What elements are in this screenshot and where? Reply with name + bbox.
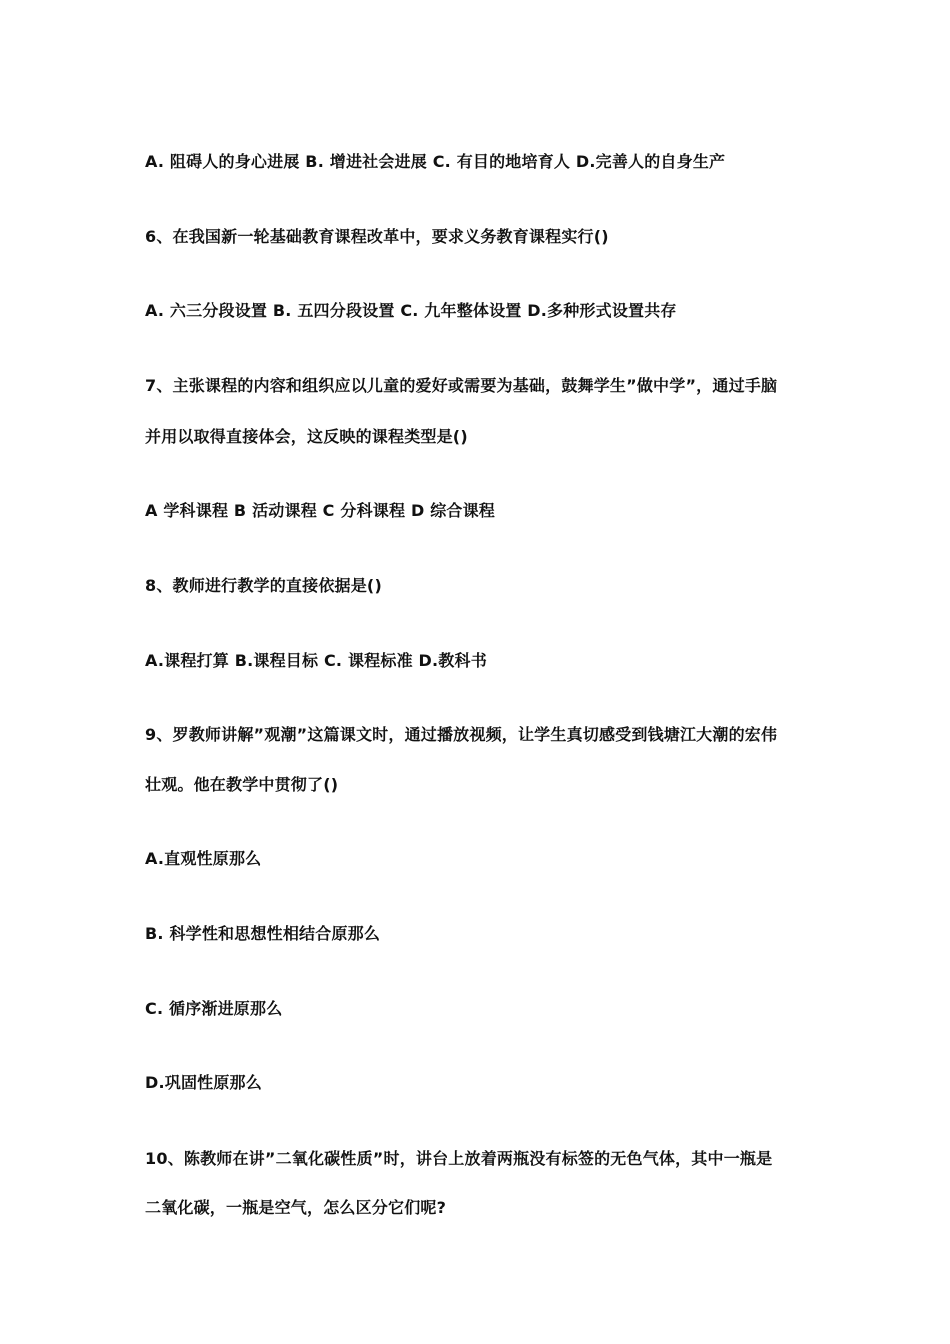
q8-options: A.课程打算 B.课程目标 C. 课程标准 D.教科书 [145,651,487,670]
q9-option-b: B. 科学性和思想性相结合原那么 [145,924,381,943]
q7-question-line1: 7、主张课程的内容和组织应以儿童的爱好或需要为基础，鼓舞学生”做中学”，通过手脑 [145,376,778,395]
q10-question-line1: 10、陈教师在讲”二氧化碳性质”时，讲台上放着两瓶没有标签的无色气体，其中一瓶是 [145,1149,773,1168]
q9-question-line2: 壮观。他在教学中贯彻了() [145,775,339,794]
q8-question: 8、教师进行教学的直接依据是() [145,576,382,595]
q5-options: A. 阻碍人的身心进展 B. 增进社会进展 C. 有目的地培育人 D.完善人的自身生产 [145,152,726,171]
q9-option-c: C. 循序渐进原那么 [145,999,283,1018]
q9-question-line1: 9、罗教师讲解”观潮”这篇课文时，通过播放视频，让学生真切感受到钱塘江大潮的宏伟 [145,725,778,744]
q7-options: A 学科课程 B 活动课程 C 分科课程 D 综合课程 [145,501,495,520]
q7-question-line2: 并用以取得直接体会，这反映的课程类型是() [145,427,468,446]
q9-option-a: A.直观性原那么 [145,849,262,868]
q9-option-d: D.巩固性原那么 [145,1073,262,1092]
q6-options: A. 六三分段设置 B. 五四分段设置 C. 九年整体设置 D.多种形式设置共存 [145,301,677,320]
q6-question: 6、在我国新一轮基础教育课程改革中，要求义务教育课程实行() [145,227,609,246]
q10-question-line2: 二氧化碳，一瓶是空气，怎么区分它们呢? [145,1198,447,1217]
